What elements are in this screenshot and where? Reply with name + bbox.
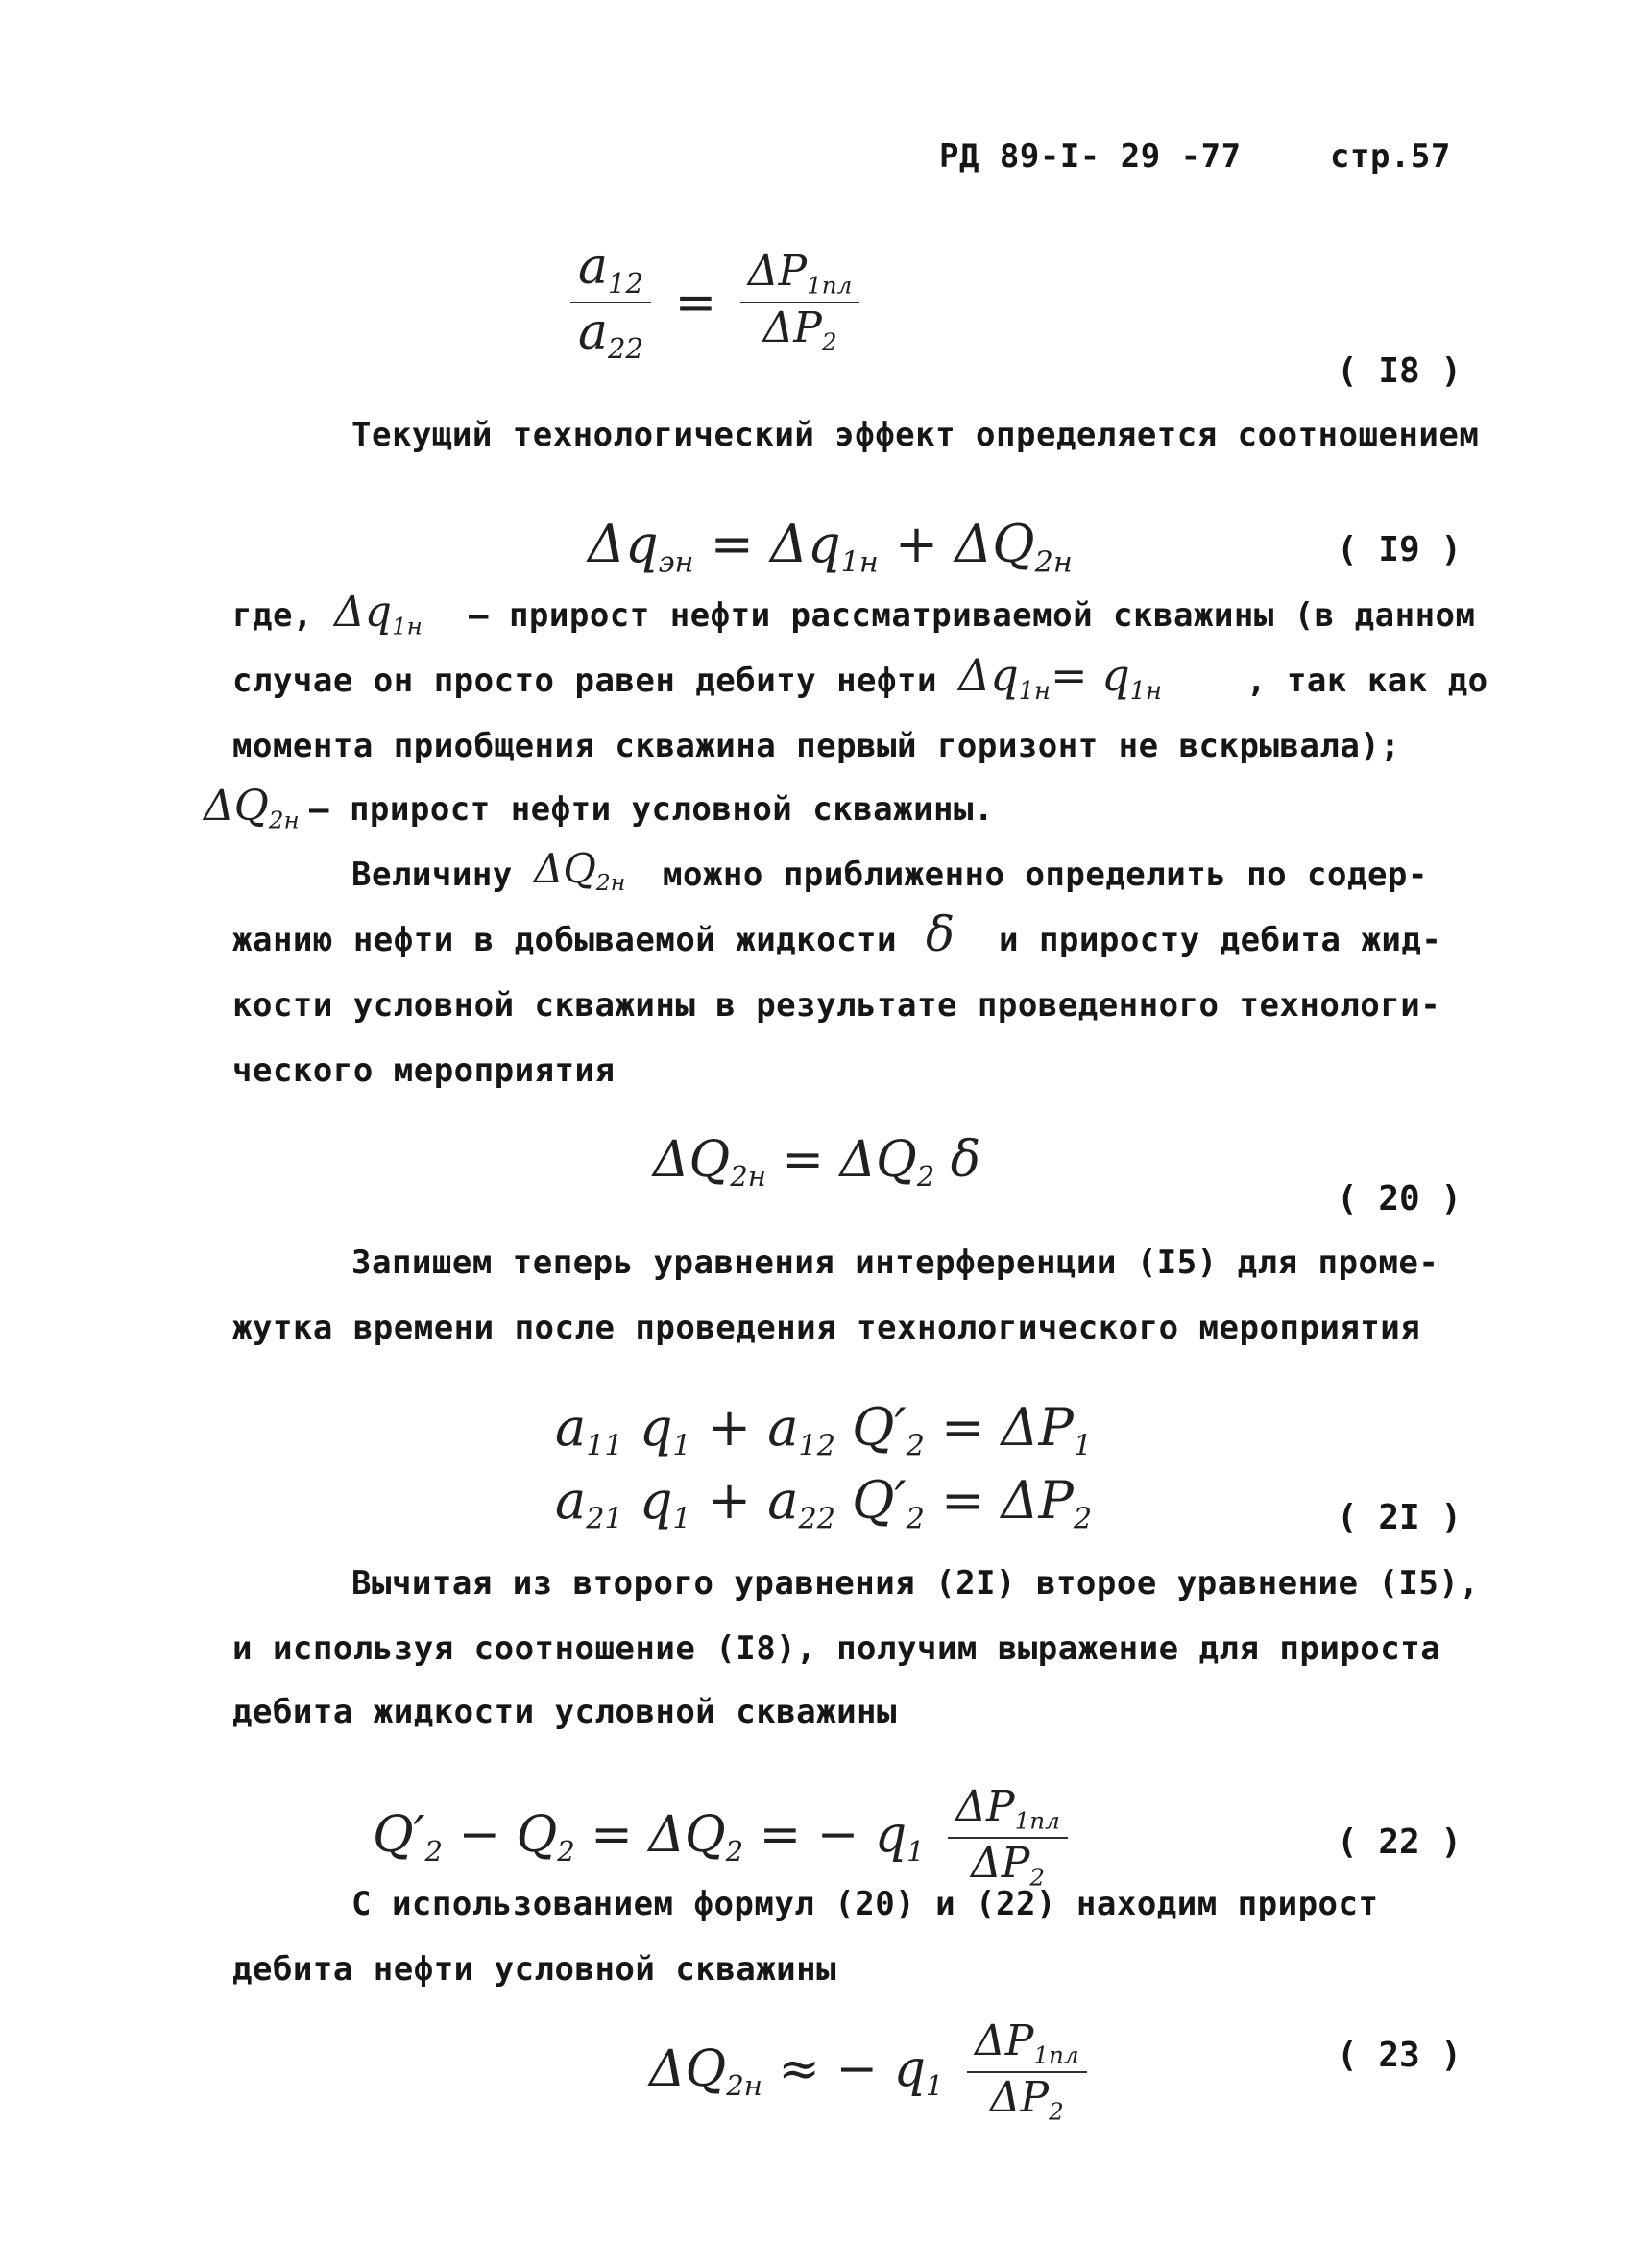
equation-23: $\Delta Q_{2н}$ ≈ − $q_1$ $\frac{\Delta P_{1пл}}{\Delta P_2}$ [649,2020,1095,2125]
formula-inline-dq1n: $\Delta q_{1н}$ [334,588,423,640]
equation-19: $\Delta q_{эн} = \Delta q_{1н} + \Delta Q_{2н}$ [588,514,1073,580]
equation-number-22: ( 22 ) [1337,1822,1463,1862]
equation-number-18: ( I8 ) [1337,351,1463,391]
equation-number-21: ( 2I ) [1337,1498,1463,1537]
fraction-dp1pl-dp2: $\frac{\Delta P_{1пл}}{\Delta P_2}$ [967,2020,1087,2125]
paragraph-text: момента приобщения скважина первый горизонт не вскрывала); [232,727,1401,765]
formula-inline-dq2n: $\Delta Q_{2н}$ [534,845,626,897]
equation-number-23: ( 23 ) [1337,2036,1463,2075]
equation-18: $\frac{a_{12}}{a_{22}}$ = $\frac{\Delta P_{1пл}}{\Delta P_2}$ [563,242,867,364]
paragraph-text: Запишем теперь уравнения интерференции (I5) для проме- [351,1243,1439,1282]
paragraph-text: и используя соотношение (I8), получим выражение для прироста [232,1629,1441,1668]
paragraph-text: кости условной скважины в результате проведенного технологи- [232,986,1441,1025]
equation-number-19: ( I9 ) [1337,530,1463,569]
paragraph-text: можно приближенно определить по содер- [663,856,1428,894]
formula-inline-dq2n: $\Delta Q_{2н}$ [204,782,300,834]
paragraph-text: , так как до [1246,662,1488,700]
equation-21-line-1: $a_{11}$ $q_1 + a_{12}$ $Q'_2 = \Delta P_1$ [555,1397,1093,1463]
paragraph-text: – прирост нефти условной скважины. [309,790,994,829]
page-number: стр.57 [1330,137,1451,176]
fraction-a12-a22: $\frac{a_{12}}{a_{22}}$ [570,242,651,364]
paragraph-text: ческого мероприятия [232,1051,616,1090]
paragraph-text: С использованием формул (20) и (22) находим прирост [351,1885,1379,1923]
paragraph-text: Вычитая из второго уравнения (2I) второе уравнение (I5), [351,1564,1480,1603]
equation-number-20: ( 20 ) [1337,1179,1463,1218]
paragraph-text: и приросту дебита жид- [999,921,1442,959]
paragraph-text: Текущий технологический эффект определяется соотношением [351,416,1480,454]
paragraph-text: дебита жидкости условной скважины [232,1693,898,1731]
fraction-dp1pl-dp2: $\frac{\Delta P_{1пл}}{\Delta P_2}$ [948,1786,1068,1891]
equation-20: $\Delta Q_{2н} = \Delta Q_2$ δ [653,1131,981,1194]
paragraph-text: случае он просто равен дебиту нефти [232,662,937,700]
fraction-dp1pl-dp2: $\frac{\Delta P_{1пл}}{\Delta P_2}$ [740,251,860,355]
formula-inline-delta: δ [926,906,955,962]
equation-21-line-2: $a_{21}$ $q_1 + a_{22}$ $Q'_2 = \Delta P_2$ [555,1470,1093,1536]
paragraph-text: где, [232,596,313,635]
paragraph-text: жанию нефти в добываемой жидкости [232,921,898,959]
document-code: РД 89-I- 29 -77 [939,137,1242,176]
paragraph-text: дебита нефти условной скважины [232,1950,837,1989]
equation-22: $Q'_2 - Q_2 = \Delta Q_2$ = − $q_1$ $\frac{\Delta P_{1пл}}{\Delta P_2}$ [373,1786,1076,1891]
paragraph-text: – прирост нефти рассматриваемой скважины (в данном [469,596,1476,635]
paragraph-text: жутка времени после проведения технологического мероприятия [232,1309,1421,1347]
formula-inline-dq1n-eq-q1n: $\Delta q_{1н}= q_{1н}$ [958,649,1163,707]
paragraph-text: Величину [351,856,513,894]
